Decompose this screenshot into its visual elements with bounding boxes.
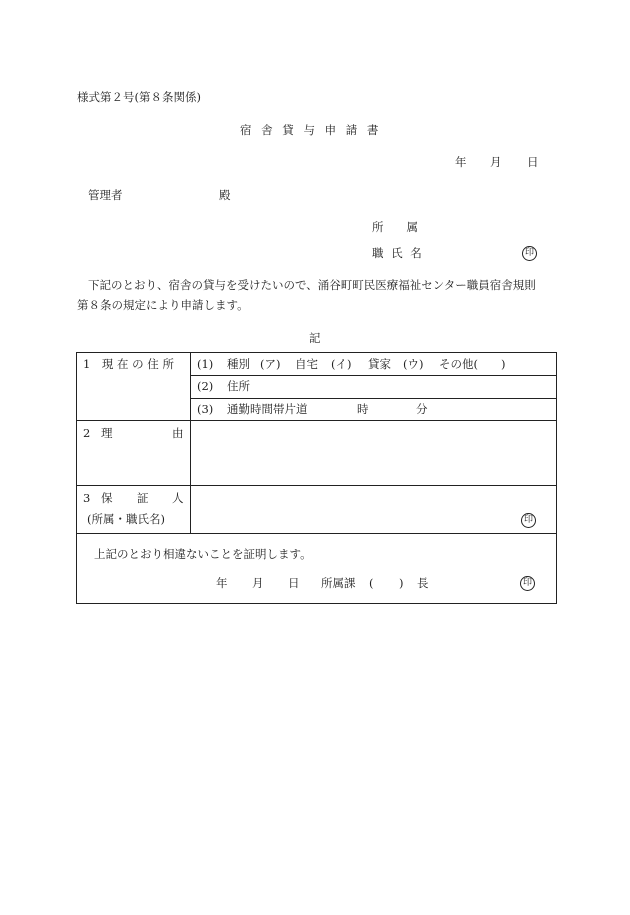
certification-seal-icon: 印: [520, 576, 535, 591]
residence-label: 1 現 在 の 住 所: [83, 357, 174, 371]
certification-text: 上記のとおり相違ないことを証明します。: [94, 547, 312, 561]
guarantor-label-b: 証: [137, 491, 149, 505]
address-label: 住所: [227, 379, 250, 394]
certification-cell: [77, 534, 557, 604]
option-i-rental[interactable]: 貸家: [368, 357, 391, 371]
option-a-mark: (ア): [260, 357, 281, 371]
option-u-other[interactable]: その他( ): [439, 357, 506, 371]
reason-label-b: 由: [172, 426, 184, 440]
address-num: (2): [197, 379, 214, 394]
residence-label-cell: [77, 353, 191, 421]
ki-heading: 記: [309, 331, 321, 345]
commute-label: 通勤時間帯片道: [227, 401, 308, 416]
certification-dept-label: 所属課: [321, 576, 356, 590]
reason-label-a: 理: [101, 426, 113, 440]
certification-day: 日: [288, 576, 300, 590]
date-day: 日: [527, 155, 539, 169]
certification-month: 月: [252, 576, 264, 590]
residence-type-cell[interactable]: [191, 353, 557, 376]
addressee-label: 管理者: [88, 188, 123, 202]
certification-dept-paren-open: (: [369, 576, 374, 590]
type-num: (1): [197, 357, 214, 371]
certification-chief: 長: [417, 576, 429, 590]
guarantor-label-num: 3: [83, 491, 91, 505]
commute-num: (3): [197, 401, 214, 416]
reason-field[interactable]: [191, 421, 557, 486]
guarantor-field[interactable]: [191, 486, 557, 534]
guarantor-label-a: 保: [101, 491, 113, 505]
commute-cell[interactable]: [191, 398, 557, 420]
body-text-line2: 第８条の規定により申請します。: [77, 298, 249, 312]
guarantor-sub-label: (所属・職氏名): [87, 512, 165, 526]
applicant-seal-icon: 印: [522, 246, 537, 261]
document-title: 宿 舎 貸 与 申 請 書: [240, 123, 382, 137]
guarantor-label-c: 人: [172, 491, 184, 505]
option-u-mark: (ウ): [403, 357, 424, 371]
application-table: [76, 352, 557, 604]
body-text-line1: 下記のとおり、宿舎の貸与を受けたいので、涌谷町町民医療福祉センター職員宿舎規則: [88, 278, 536, 292]
name-label: 職 氏 名: [372, 246, 424, 260]
commute-hours-unit: 時: [357, 401, 369, 416]
address-cell[interactable]: [191, 376, 557, 398]
reason-label-num: 2: [83, 426, 91, 440]
date-month: 月: [490, 155, 502, 169]
commute-minutes-unit: 分: [416, 401, 428, 416]
type-label: 種別: [227, 357, 250, 371]
certification-dept-paren-close: ): [399, 576, 404, 590]
option-i-mark: (イ): [331, 357, 352, 371]
reason-label-cell: [77, 421, 191, 486]
affiliation-label: 所 属: [372, 220, 418, 234]
addressee-honorific: 殿: [219, 188, 231, 202]
certification-year: 年: [216, 576, 228, 590]
guarantor-label-cell: [77, 486, 191, 534]
date-year: 年: [455, 155, 467, 169]
form-number: 様式第２号(第８条関係): [77, 90, 201, 104]
guarantor-seal-icon: 印: [521, 513, 536, 528]
option-a-home[interactable]: 自宅: [295, 357, 318, 371]
